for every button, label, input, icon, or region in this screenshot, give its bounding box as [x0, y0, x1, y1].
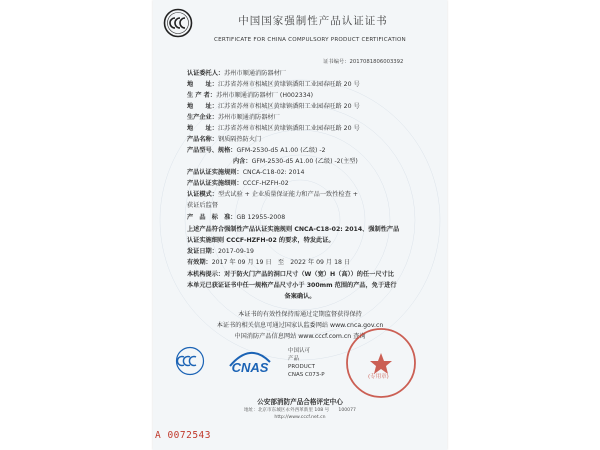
field-value: 苏州市顺通消防器材厂 — [217, 114, 280, 121]
field-label: 产品认证实施细则： — [187, 180, 243, 187]
field-label: 有效期： — [187, 259, 212, 266]
field-label: 地 址： — [187, 81, 218, 88]
field-row-address — [187, 101, 360, 110]
field-value: 江苏省苏州市相城区黄埭镇潘阳工业园春旺路 20 号 — [217, 125, 360, 132]
field-value: GFM-2530-d5 A1.00 (乙级) -2(主型) — [251, 158, 358, 165]
field-label: 认证模式： — [187, 191, 218, 198]
field-value: 型式试验 + 企业质量保证能力和产品一致性检查 + — [217, 191, 358, 198]
field-row-detail — [187, 178, 289, 187]
issuer-name: 公安部消防产品合格评定中心 — [257, 398, 343, 406]
serial-number: A 0072543 — [155, 430, 211, 441]
cqc-logo-icon — [175, 346, 205, 376]
field-row-first-issue — [187, 246, 254, 255]
field-value: 江苏省苏州市相城区黄埭镇潘阳工业园春旺路 20 号 — [217, 81, 360, 88]
certificate-title-en: CERTIFICATE FOR CHINA COMPULSORY PRODUCT CERTIFICATION — [214, 37, 406, 43]
field-label: 产品型号、规格： — [187, 147, 237, 154]
field-label: 地 址： — [187, 103, 218, 110]
cnas-logo-icon — [225, 346, 275, 380]
cnas-accreditation-text — [288, 347, 325, 379]
field-value: 江苏省苏州市相城区黄埭镇潘阳工业园春旺路 20 号 — [217, 103, 360, 110]
field-row-validity — [187, 257, 350, 266]
field-label: 地 址： — [187, 125, 218, 132]
note-line-1: 本机构提示：对于防火门产品的洞口尺寸（W（宽）H（高））的任一尺寸比 — [187, 271, 394, 278]
ccc-logo-icon — [163, 8, 193, 38]
field-row-client — [187, 68, 286, 77]
field-row-producer — [187, 90, 313, 99]
field-label: 内含： — [233, 158, 252, 165]
field-value: 2017 年 09 月 19 日 至 2022 年 09 月 18 日 — [211, 259, 351, 266]
seal-icon — [343, 325, 419, 401]
certificate-number — [323, 57, 403, 65]
field-label: 产品名称： — [187, 136, 218, 143]
issuer-address: 地址：北京市东城区永外西革新里 108 号 100077 — [244, 408, 356, 413]
field-row-model — [187, 145, 326, 154]
cnas-line: PRODUCT — [288, 364, 315, 370]
certificate-title-cn: 中国国家强制性产品认证证书 — [238, 15, 388, 27]
cert-no-label: 证书编号： — [323, 59, 350, 65]
validity-note-2: 本证书的相关信息可通过国家认监委网站 www.cnca.gov.cn — [216, 322, 384, 329]
field-label: 产 品 标 准： — [187, 214, 237, 221]
field-label: 认证委托人： — [187, 70, 225, 77]
cnas-line: 产品 — [288, 356, 300, 362]
field-row-address — [187, 79, 360, 88]
field-row-factory — [187, 112, 280, 121]
certificate-paper — [153, 0, 447, 450]
mode-continuation: 获证后监督 — [187, 202, 218, 209]
field-label: 产品认证实施规则： — [187, 169, 243, 176]
statement-line-1: 上述产品符合强制性产品认证实施规则 CNCA-C18-02: 2014、强制性产品 — [187, 226, 400, 233]
field-row-rule — [187, 167, 304, 176]
field-row-address — [187, 123, 360, 132]
field-value: 苏州市顺通消防器材厂 (H002334) — [216, 92, 314, 99]
field-label: 生产企业： — [187, 114, 218, 121]
field-value: GB 12955-2008 — [236, 214, 286, 221]
cnas-line: 中国认可 — [288, 348, 311, 354]
field-value: CCCF-HZFH-02 — [242, 180, 289, 187]
field-row-product-name — [187, 134, 261, 143]
field-row-mode — [187, 189, 358, 198]
note-line-2: 本单元已获证证书中任一规格产品尺寸小于 300mm 范围的产品，免于进行 — [187, 282, 397, 289]
field-label: 生 产 者： — [187, 92, 217, 99]
cnas-line: CNAS C073-P — [288, 372, 325, 378]
field-value: GFM-2530-d5 A1.00 (乙级) -2 — [236, 147, 326, 154]
svg-text:CNAS: CNAS — [231, 360, 269, 375]
issuer-website: http://www.cccf.net.cn — [274, 415, 326, 420]
field-value: 苏州市顺通消防器材厂 — [224, 70, 286, 77]
field-value: 钢质隔热防火门 — [217, 136, 262, 143]
validity-note-1: 本证书的有效性保持需通过定期监督获得保持 — [238, 311, 362, 318]
seal-text: (专用章) — [368, 374, 389, 380]
cert-no-value: 2017081806003392 — [349, 59, 404, 65]
field-row-standard — [187, 212, 285, 221]
validity-note-3: 中国消防产品信息网站 www.cccf.com.cn 查询 — [234, 333, 366, 340]
field-label: 发证日期： — [187, 248, 218, 255]
field-row-model-contains — [233, 156, 358, 165]
note-line-3: 备案确认。 — [284, 293, 316, 300]
field-value: 2017-09-19 — [217, 248, 254, 255]
field-value: CNCA-C18-02: 2014 — [242, 169, 305, 176]
statement-line-2: 认证实施细则 CCCF-HZFH-02 的要求，特发此证。 — [187, 237, 335, 244]
